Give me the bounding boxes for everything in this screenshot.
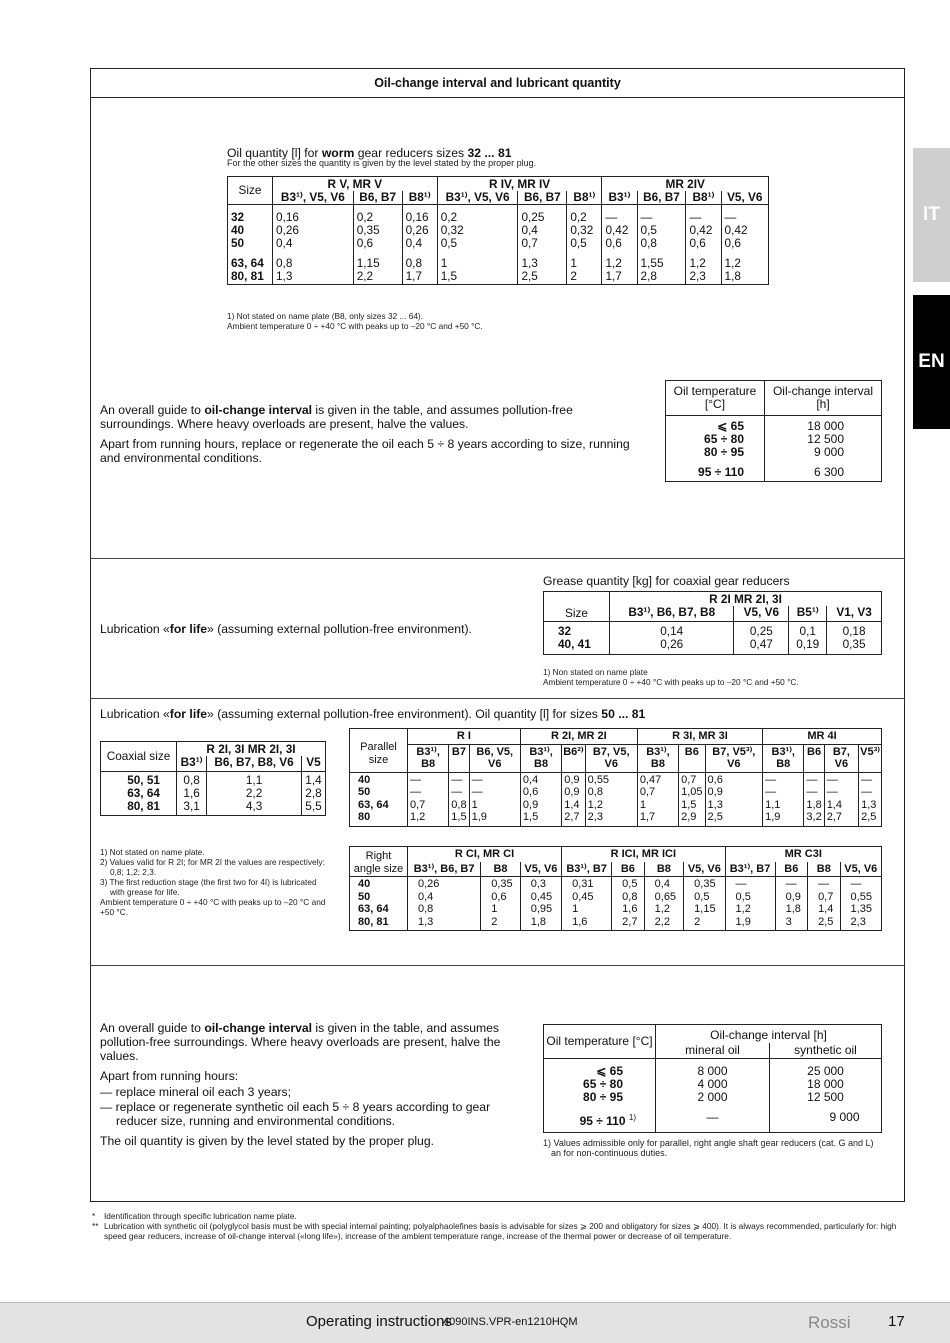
size-header: Size (228, 177, 273, 205)
oil-change-paragraph: An overall guide to oil-change interval is given in the table, and assumes pollution-free surroundings. Where heavy overloads are present, halve the values. (100, 403, 573, 431)
value-cells: 0,2 0,32 0,5 (437, 205, 518, 252)
column-header: B3¹⁾, B7 (725, 862, 775, 877)
column-header: B6 (804, 744, 824, 772)
column-header: B6, B7 (637, 191, 686, 205)
column-header: B3¹⁾, B8 (408, 744, 449, 772)
oil-change-interval-table (665, 380, 882, 482)
worm-note: Ambient temperature 0 ÷ +40 °C with peaks up to –20 °C and +50 °C. (227, 321, 483, 331)
temp-cells: ⩽ 65 65 ÷ 80 80 ÷ 95 (544, 1059, 656, 1107)
value-cells: — — 0,7 1,2 (408, 772, 449, 826)
coaxial-oil-table (100, 741, 326, 816)
section-divider (90, 965, 905, 966)
value-cells: 0,16 0,26 0,4 (402, 205, 437, 252)
group-header: R CI, MR CI (408, 847, 562, 862)
column-header: B7, V5³⁾, V6 (705, 744, 763, 772)
value-cells: 0,1 0,19 (789, 622, 827, 655)
mineral-cell-last: — (656, 1106, 770, 1133)
group-header: MR C3I (725, 847, 881, 862)
column-header: B3¹⁾, B8 (520, 744, 561, 772)
value-cells: 1,3 2,5 (518, 251, 567, 285)
group-header: R ICI, MR ICI (562, 847, 725, 862)
value-cells: 0,4 0,65 1,2 2,2 (644, 877, 684, 931)
value-cells: — — 1,4 2,7 (824, 772, 858, 826)
section3-title: Lubrication «for life» (assuming external pollution-free environment). Oil quantity [l] for sizes 50 ... 81 (100, 707, 646, 721)
footnote: ** Lubrication with synthetic oil (polyglycol basis must be with special internal painting; polyalphaolefines basis is advisable for sizes ⩾ 200 and obligatory for sizes ⩾ 400). It is always recommended, particularly for: high speed gear reducers, increase of oil-change interval («long life»), increase of the ambient temperature range, increase of the thermal power or decrease of oil temperature. (92, 1221, 897, 1241)
column-header: B3¹⁾, V5, V6 (437, 191, 518, 205)
value-cells: — — 1 1,9 (469, 772, 520, 826)
column-header: V5³⁾ (859, 744, 882, 772)
worm-oil-table (227, 176, 769, 285)
value-cells: — — 0,8 1,5 (449, 772, 469, 826)
value-cells: 0,5 0,8 1,6 2,7 (612, 877, 644, 931)
value-cells: 1,1 2,2 4,3 (207, 772, 302, 816)
grease-caption: Grease quantity [kg] for coaxial gear reducers (543, 574, 790, 588)
language-tab-en[interactable]: EN (913, 295, 950, 429)
interval-cell-last: 6 300 (765, 461, 882, 482)
footer-title: Operating instructions (306, 1313, 452, 1330)
size-cells: 40 50 63, 64 80 (350, 772, 408, 826)
worm-subcaption: For the other sizes the quantity is given by the level stated by the proper plug. (227, 158, 537, 168)
frame-title: Oil-change interval and lubricant quantity (91, 69, 904, 98)
oil-quantity-text: The oil quantity is given by the level stated by the proper plug. (100, 1134, 435, 1148)
value-cells: — — 1,1 1,9 (763, 772, 804, 826)
column-header: B8¹⁾ (567, 191, 602, 205)
value-cells: 0,8 1,3 (273, 251, 354, 285)
footer-brand: Rossi (808, 1313, 851, 1332)
value-cells: 0,4 0,6 0,9 1,5 (520, 772, 561, 826)
group-header: R I (408, 729, 521, 745)
value-cells: — 0,5 0,8 (637, 205, 686, 252)
section-divider (90, 558, 905, 559)
column-header: B6²⁾ (562, 744, 585, 772)
column-header: B8 (644, 862, 684, 877)
column-header: B3¹⁾, B6, B7, B8 (610, 606, 734, 622)
column-header: B3¹⁾, B6, B7 (408, 862, 481, 877)
column-header: B6, B7 (353, 191, 402, 205)
column-header: B3¹⁾, B7 (562, 862, 612, 877)
group-header: MR 4I (763, 729, 882, 745)
synthetic-oil-item: — replace or regenerate synthetic oil each 5 ÷ 8 years according to gear reducer size, running and environmental conditions. (100, 1100, 491, 1128)
value-cells: 0,14 0,26 (610, 622, 734, 655)
value-cells: 0,8 1,6 3,1 (177, 772, 207, 816)
size-cells: 32 40 50 (228, 205, 273, 252)
column-header: V5, V6 (684, 862, 725, 877)
value-cells: 0,55 0,8 1,2 2,3 (585, 772, 637, 826)
worm-note: 1) Not stated on name plate (B8, only sizes 32 ... 64). (227, 311, 424, 321)
value-cells: 0,2 0,35 0,6 (353, 205, 402, 252)
value-cells: 1,15 2,2 (353, 251, 402, 285)
value-cells: 1,4 2,8 5,5 (301, 772, 325, 816)
value-cells: 0,16 0,26 0,4 (273, 205, 354, 252)
value-cells: 0,35 0,5 1,15 2 (684, 877, 725, 931)
lubrication-for-life-text: Lubrication «for life» (assuming external pollution-free environment). (100, 622, 472, 636)
synthetic-cells: 25 000 18 000 12 500 (770, 1059, 882, 1107)
temp-cell-last: 95 ÷ 110 $^{1)}$ (544, 1106, 656, 1133)
value-cells: — 0,42 0,6 (721, 205, 768, 252)
size-cells: 63, 64 80, 81 (228, 251, 273, 285)
value-cells: 0,9 0,9 1,4 2,7 (562, 772, 585, 826)
column-header: B3¹⁾, V5, V6 (273, 191, 354, 205)
temp-header: Oil temperature [°C] (544, 1025, 656, 1059)
running-hours-text: Apart from running hours: (100, 1069, 239, 1083)
column-header: B8¹⁾ (402, 191, 437, 205)
column-header: B6 (612, 862, 644, 877)
column-header: V5, V6 (734, 606, 789, 622)
column-header: V5, V6 (520, 862, 561, 877)
language-tab-it[interactable]: IT (913, 148, 950, 282)
column-header: B6 (679, 744, 705, 772)
value-cells: — 0,42 0,6 (686, 205, 721, 252)
temp-header: Oil temperature [°C] (666, 381, 765, 416)
footer-code: 4090INS.VPR-en1210HQM (443, 1316, 578, 1328)
size-cells: 50, 51 63, 64 80, 81 (101, 772, 177, 816)
value-cells: 0,35 0,6 1 2 (481, 877, 521, 931)
worm-caption: Oil quantity [l] for worm gear reducers sizes 32 ... 81 (227, 146, 512, 160)
mineral-cells: 8 000 4 000 2 000 (656, 1059, 770, 1107)
group-header: R 2I, MR 2I (520, 729, 637, 745)
size-header: Size (544, 592, 610, 622)
size-cells: 40 50 63, 64 80, 81 (350, 877, 408, 931)
value-cells: 0,18 0,35 (827, 622, 882, 655)
grease-quantity-table (543, 591, 882, 655)
value-cells: 0,8 1,7 (402, 251, 437, 285)
column-header: B7, V5, V6 (585, 744, 637, 772)
synthetic-header: synthetic oil (770, 1043, 882, 1059)
column-header: B7 (449, 744, 469, 772)
size-header: Parallel size (350, 729, 408, 773)
column-header: B5¹⁾ (789, 606, 827, 622)
value-cells: 0,3 0,45 0,95 1,8 (520, 877, 561, 931)
value-cells: 1 1,5 (437, 251, 518, 285)
size-cells: 32 40, 41 (544, 622, 610, 655)
section-divider (90, 698, 905, 699)
group-header: R 2I MR 2I, 3I (610, 592, 882, 607)
value-cells: 1,55 2,8 (637, 251, 686, 285)
value-cells: 0,7 1,05 1,5 2,9 (679, 772, 705, 826)
column-header: V5 (301, 756, 325, 772)
column-header: V5, V6 (840, 862, 881, 877)
column-header: B3¹⁾, B8 (763, 744, 804, 772)
value-cells: 1,2 1,7 (602, 251, 637, 285)
column-header: B6, B7 (518, 191, 567, 205)
column-header: V1, V3 (827, 606, 882, 622)
value-cells: — 0,55 1,35 2,3 (840, 877, 881, 931)
value-cells: 1,2 2,3 (686, 251, 721, 285)
group-header: R 2I, 3I MR 2I, 3I (177, 742, 326, 757)
value-cells: 0,47 0,7 1 1,7 (637, 772, 678, 826)
value-cells: — 0,9 1,8 3 (775, 877, 807, 931)
grease-note: 1) Non stated on name plate (543, 667, 648, 677)
value-cells: — 0,42 0,6 (602, 205, 637, 252)
value-cells: 1,2 1,8 (721, 251, 768, 285)
value-cells: 0,2 0,32 0,5 (567, 205, 602, 252)
page-number: 17 (888, 1313, 905, 1330)
interval-header: Oil-change interval [h] (656, 1025, 882, 1044)
grease-note: Ambient temperature 0 ÷ +40 °C with peaks up to –20 °C and +50 °C. (543, 677, 799, 687)
column-header: B6, V5, V6 (469, 744, 520, 772)
value-cells: 1 2 (567, 251, 602, 285)
group-header: R IV, MR IV (437, 177, 602, 192)
column-header: B7, V6 (824, 744, 858, 772)
column-header: B8 (481, 862, 521, 877)
parallel-oil-table (349, 728, 882, 827)
column-header: B3¹⁾, B8 (637, 744, 678, 772)
temp-cell-last: 95 ÷ 110 (666, 461, 765, 482)
interval-header: Oil-change interval [h] (765, 381, 882, 416)
value-cells: 0,25 0,4 0,7 (518, 205, 567, 252)
column-header: V5, V6 (721, 191, 768, 205)
column-header: B8 (808, 862, 840, 877)
value-cells: — — 1,8 3,2 (804, 772, 824, 826)
value-cells: — 0,7 1,4 2,5 (808, 877, 840, 931)
synthetic-cell-last: 9 000 (770, 1106, 882, 1133)
value-cells: — — 1,3 2,5 (859, 772, 882, 826)
oil-change-paragraph: Apart from running hours, replace or regenerate the oil each 5 ÷ 8 years according to size, running and environmental conditions. (100, 437, 630, 465)
interval-cells: 18 000 12 500 9 000 (765, 416, 882, 462)
column-header: B8¹⁾ (686, 191, 721, 205)
value-cells: 0,31 0,45 1 1,6 (562, 877, 612, 931)
temp-cells: ⩽ 65 65 ÷ 80 80 ÷ 95 (666, 416, 765, 462)
column-header: B3¹⁾ (602, 191, 637, 205)
oil-change-paragraph: An overall guide to oil-change interval is given in the table, and assumes pollution-free surroundings. Where heavy overloads are present, halve the values. (100, 1021, 501, 1063)
group-header: R 3I, MR 3I (637, 729, 762, 745)
group-header: R V, MR V (273, 177, 438, 192)
size-header: Coaxial size (101, 742, 177, 772)
value-cells: 0,25 0,47 (734, 622, 789, 655)
footnote: * Identification through specific lubrication name plate. (92, 1211, 297, 1221)
group-header: MR 2IV (602, 177, 769, 192)
mineral-oil-item: — replace mineral oil each 3 years; (100, 1085, 292, 1099)
coaxial-notes: 1) Not stated on name plate. 2) Values valid for R 2I; for MR 2I the values are respectively: 0,8; 1,2; 2,3. 3) The first reduction stage (the first two for 4I) is lubricated with grease for life. Ambient temperature 0 ÷ +40 °C with peaks up to –20 °C and +50 °C. (100, 847, 326, 917)
size-header: Right angle size (350, 847, 408, 877)
column-header: B6 (775, 862, 807, 877)
right-angle-oil-table (349, 846, 882, 931)
value-cells: — 0,5 1,2 1,9 (725, 877, 775, 931)
mineral-header: mineral oil (656, 1043, 770, 1059)
column-header: B3¹⁾ (177, 756, 207, 772)
oil-change-interval-table-2 (543, 1024, 882, 1133)
section4-note: 1) Values admissible only for parallel, right angle shaft gear reducers (cat. G and L) an for non-continuous duties. (543, 1138, 874, 1158)
value-cells: 0,6 0,9 1,3 2,5 (705, 772, 763, 826)
value-cells: 0,26 0,4 0,8 1,3 (408, 877, 481, 931)
column-header: B6, B7, B8, V6 (207, 756, 302, 772)
